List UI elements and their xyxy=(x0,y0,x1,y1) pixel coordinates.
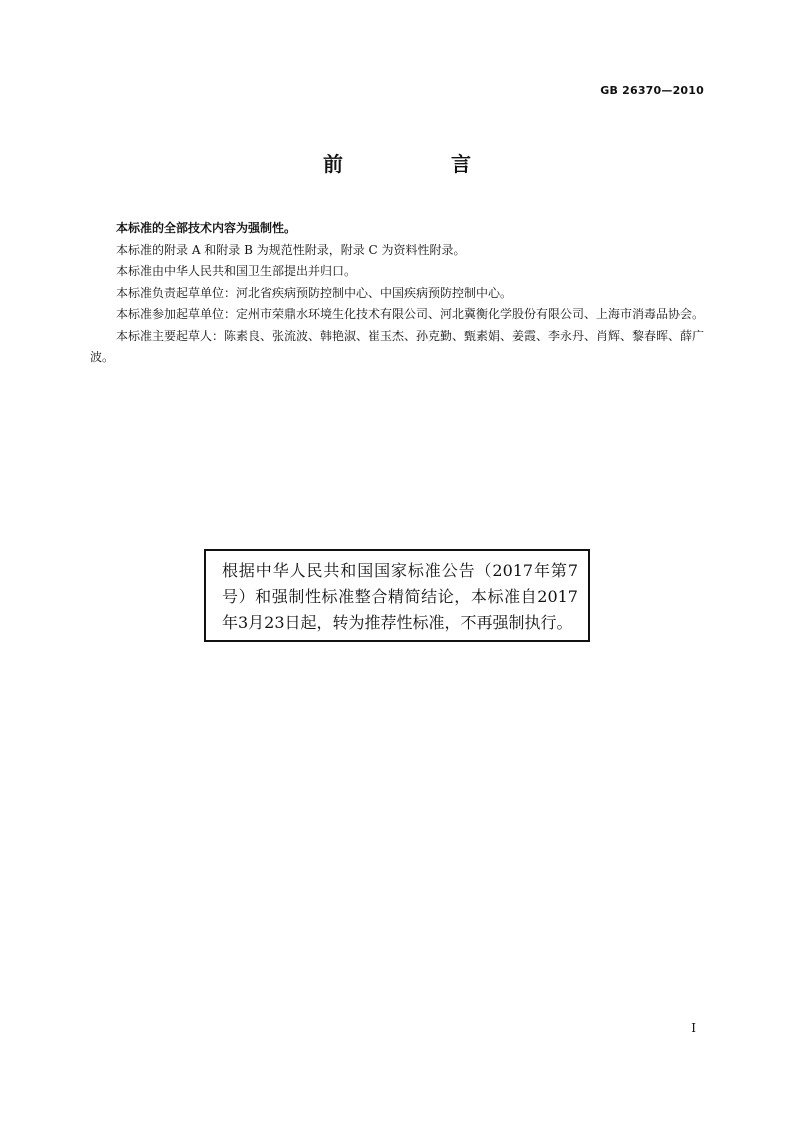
page-number: I xyxy=(691,1021,696,1035)
status-notice-box xyxy=(204,549,590,642)
status-notice-text: 根据中华人民共和国国家标准公告（2017年第7号）和强制性标准整合精简结论，本标准自2017年3月23日起，转为推荐性标准，不再强制执行。 xyxy=(222,561,578,632)
foreword-paragraph-participating-drafters: 本标准参加起草单位：定州市荣鼎水环境生化技术有限公司、河北冀衡化学股份有限公司、上海市消毒品协会。 xyxy=(116,307,705,321)
foreword-paragraph-mandatory: 本标准的全部技术内容为强制性。 xyxy=(116,221,297,235)
standard-code: GB 26370—2010 xyxy=(600,84,704,97)
foreword-paragraph-annexes: 本标准的附录 A 和附录 B 为规范性附录，附录 C 为资料性附录。 xyxy=(116,242,466,257)
foreword-paragraph-proposer: 本标准由中华人民共和国卫生部提出并归口。 xyxy=(116,264,357,278)
foreword-paragraph-main-drafters: 本标准主要起草人：陈素良、张流波、韩艳淑、崔玉杰、孙克勤、甄素娟、姜霞、李永丹、肖辉、黎春晖、薛广波。 xyxy=(90,328,705,364)
foreword-paragraph-lead-drafters: 本标准负责起草单位：河北省疾病预防控制中心、中国疾病预防控制中心。 xyxy=(116,285,513,300)
page-title: 前 言 xyxy=(323,152,515,176)
foreword-body xyxy=(90,218,704,369)
